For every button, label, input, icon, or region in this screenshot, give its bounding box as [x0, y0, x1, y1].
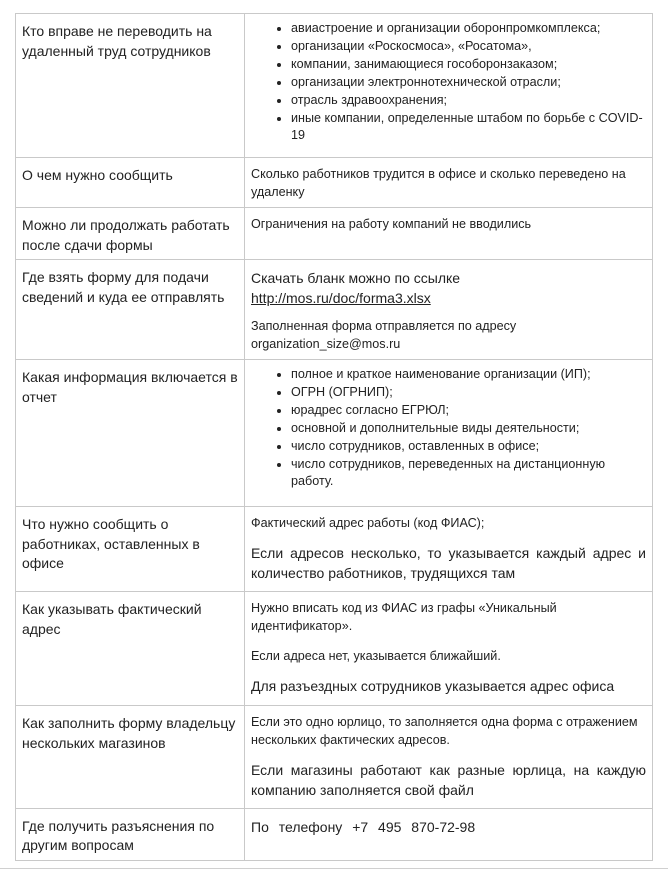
- list-item: • число сотрудников, оставленных в офисе;: [291, 438, 646, 456]
- table-row: [16, 591, 653, 705]
- list-item: • компании, занимающиеся гособоронзаказом;: [291, 56, 646, 74]
- question-cell: Как указывать фактический адрес: [16, 591, 245, 705]
- list-item: • полное и краткое наименование организации (ИП);: [291, 366, 646, 384]
- answer-cell: [245, 507, 653, 592]
- form-download-link[interactable]: http://mos.ru/doc/forma3.xlsx: [251, 290, 431, 306]
- answer-paragraph: Если это одно юрлицо, то заполняется одна форма с отражением нескольких фактических адресов.: [251, 714, 638, 747]
- answer-paragraph: Нужно вписать код из ФИАС из графы «Уникальный идентификатор».: [251, 600, 557, 633]
- answer-cell: По телефону +7 495 870-72-98: [245, 808, 653, 860]
- answer-paragraph: Фактический адрес работы (код ФИАС);: [251, 516, 485, 530]
- list-item: • иные компании, определенные штабом по борьбе с COVID-19: [291, 110, 646, 146]
- answer-paragraph: Для разъездных сотрудников указывается адрес офиса: [251, 677, 615, 694]
- table-row: [16, 808, 653, 860]
- answer-cell: [245, 360, 653, 507]
- table-row: [16, 208, 653, 260]
- report-info-list: [251, 366, 646, 491]
- table-row: [16, 158, 653, 208]
- list-item: • организации электроннотехнической отрасли;: [291, 74, 646, 92]
- answer-cell: [245, 705, 653, 808]
- question-cell: Кто вправе не переводить на удаленный труд сотрудников: [16, 14, 245, 158]
- question-cell: Можно ли продолжать работать после сдачи формы: [16, 208, 245, 260]
- list-item: • ОГРН (ОГРНИП);: [291, 384, 646, 402]
- answer-paragraph: Если адреса нет, указывается ближайший.: [251, 648, 501, 663]
- question-cell: Как заполнить форму владельцу нескольких магазинов: [16, 705, 245, 808]
- list-item: • отрасль здравоохранения;: [291, 92, 646, 110]
- download-text: Скачать бланк можно по ссылке: [251, 270, 461, 286]
- list-item: • основной и дополнительные виды деятельности;: [291, 420, 646, 438]
- answer-cell: [245, 591, 653, 705]
- table-row: [16, 14, 653, 158]
- email-text: Заполненная форма отправляется по адресу organization_size@mos.ru: [251, 319, 517, 351]
- question-cell: О чем нужно сообщить: [16, 158, 245, 208]
- list-item: • организации «Роскосмоса», «Росатома»,: [291, 38, 646, 56]
- answer-cell: [245, 14, 653, 158]
- answer-cell: Сколько работников трудится в офисе и сколько переведено на удаленку: [245, 158, 653, 208]
- list-item: • число сотрудников, переведенных на дистанционную работу.: [291, 456, 646, 492]
- faq-table: [15, 13, 653, 861]
- answer-cell: [245, 260, 653, 360]
- answer-paragraph: Если магазины работают как разные юрлица, на каждую компанию заполняется свой файл: [251, 761, 646, 798]
- answer-paragraph: Если адресов несколько, то указывается каждый адрес и количество работников, трудящихся там: [251, 544, 646, 581]
- table-row: [16, 360, 653, 507]
- question-cell: Где взять форму для подачи сведений и куда ее отправлять: [16, 260, 245, 360]
- divider: [0, 868, 668, 869]
- answer-cell: Ограничения на работу компаний не вводились: [245, 208, 653, 260]
- question-cell: Что нужно сообщить о работниках, оставленных в офисе: [16, 507, 245, 592]
- question-cell: Какая информация включается в отчет: [16, 360, 245, 507]
- question-cell: Где получить разъяснения по другим вопросам: [16, 808, 245, 860]
- table-row: [16, 705, 653, 808]
- industry-list: [251, 20, 646, 145]
- list-item: • юрадрес согласно ЕГРЮЛ;: [291, 402, 646, 420]
- table-row: [16, 507, 653, 592]
- table-row: [16, 260, 653, 360]
- list-item: • авиастроение и организации оборонпромкомплекса;: [291, 20, 646, 38]
